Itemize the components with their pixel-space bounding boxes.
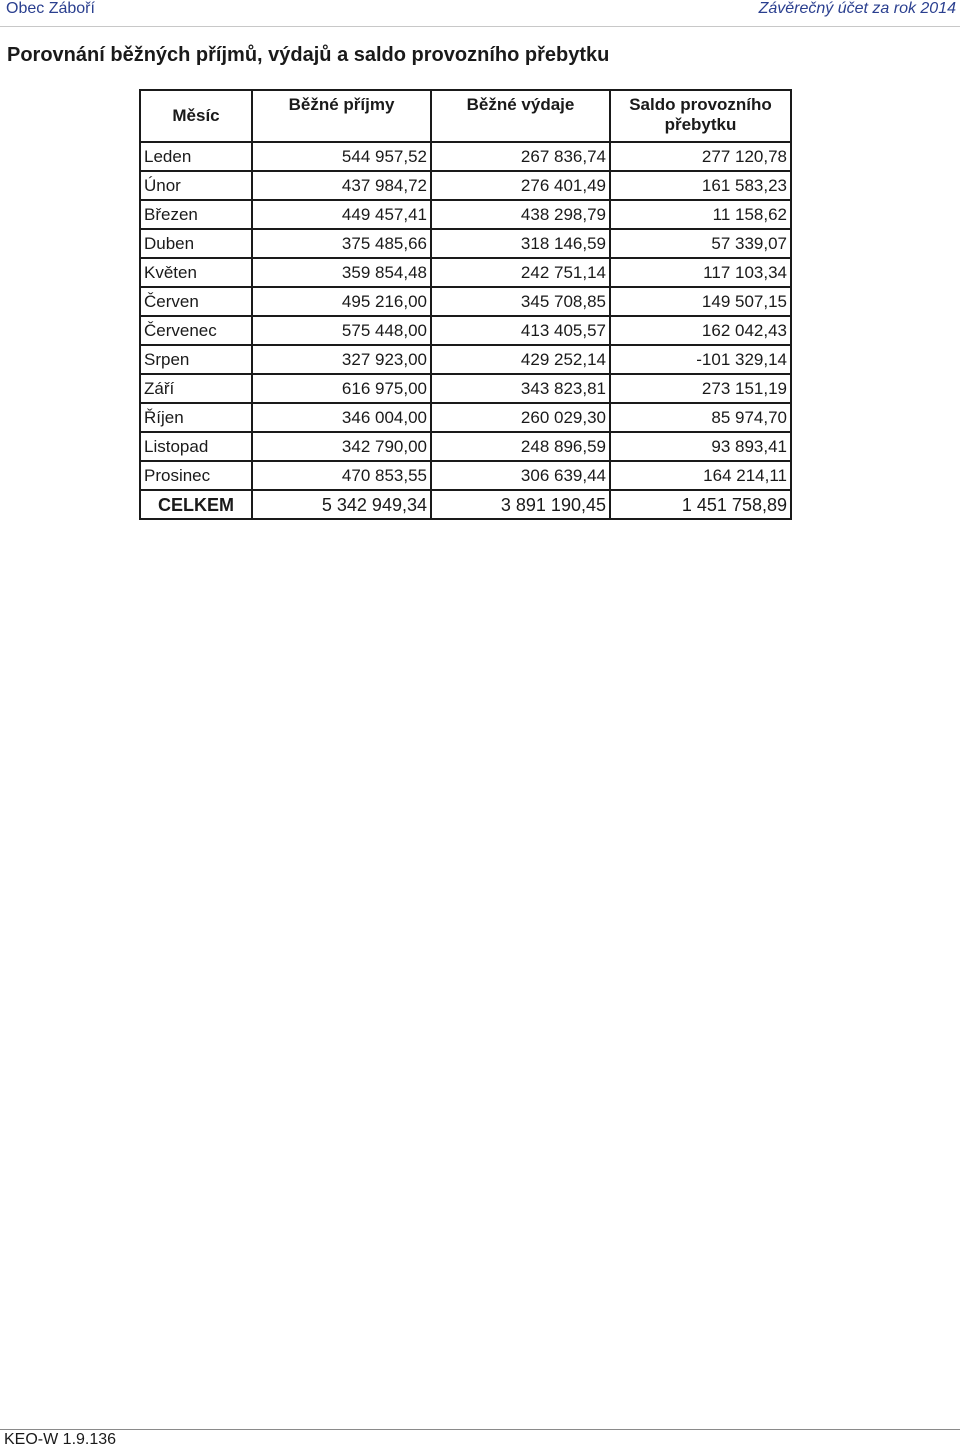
income-cell: 495 216,00 (252, 287, 431, 316)
table-row (140, 403, 791, 432)
month-cell: Říjen (140, 403, 252, 432)
table-row (140, 200, 791, 229)
balance-cell: -101 329,14 (610, 345, 791, 374)
income-cell: 375 485,66 (252, 229, 431, 258)
income-cell: 346 004,00 (252, 403, 431, 432)
month-cell: Únor (140, 171, 252, 200)
column-header-expense: Běžné výdaje (431, 90, 610, 142)
balance-cell: 162 042,43 (610, 316, 791, 345)
table-header-row (140, 90, 791, 142)
table-row (140, 374, 791, 403)
month-cell: Leden (140, 142, 252, 171)
municipality-name: Obec Záboří (6, 0, 95, 17)
table-row (140, 432, 791, 461)
income-cell: 342 790,00 (252, 432, 431, 461)
income-cell: 616 975,00 (252, 374, 431, 403)
month-cell: Prosinec (140, 461, 252, 490)
page-title: Porovnání běžných příjmů, výdajů a saldo provozního přebytku (7, 44, 610, 66)
expense-cell: 345 708,85 (431, 287, 610, 316)
income-cell: 359 854,48 (252, 258, 431, 287)
table-row (140, 229, 791, 258)
expense-cell: 276 401,49 (431, 171, 610, 200)
income-cell: 544 957,52 (252, 142, 431, 171)
expense-cell: 429 252,14 (431, 345, 610, 374)
month-cell: Červen (140, 287, 252, 316)
total-label: CELKEM (140, 490, 252, 519)
expense-cell: 318 146,59 (431, 229, 610, 258)
expense-cell: 248 896,59 (431, 432, 610, 461)
balance-cell: 273 151,19 (610, 374, 791, 403)
footer-divider (0, 1429, 960, 1430)
expense-cell: 413 405,57 (431, 316, 610, 345)
expense-cell: 306 639,44 (431, 461, 610, 490)
month-cell: Květen (140, 258, 252, 287)
income-cell: 437 984,72 (252, 171, 431, 200)
total-income-cell: 5 342 949,34 (252, 490, 431, 519)
software-version: KEO-W 1.9.136 (4, 1431, 117, 1448)
income-cell: 449 457,41 (252, 200, 431, 229)
comparison-table (139, 89, 792, 520)
table-row (140, 316, 791, 345)
month-cell: Srpen (140, 345, 252, 374)
table-row (140, 258, 791, 287)
expense-cell: 260 029,30 (431, 403, 610, 432)
balance-cell: 11 158,62 (610, 200, 791, 229)
column-header-income: Běžné příjmy (252, 90, 431, 142)
column-header-month: Měsíc (140, 90, 252, 142)
total-balance-cell: 1 451 758,89 (610, 490, 791, 519)
income-cell: 470 853,55 (252, 461, 431, 490)
table-row (140, 287, 791, 316)
table-row (140, 461, 791, 490)
balance-cell: 85 974,70 (610, 403, 791, 432)
month-cell: Duben (140, 229, 252, 258)
table-row (140, 345, 791, 374)
balance-cell: 161 583,23 (610, 171, 791, 200)
balance-cell: 57 339,07 (610, 229, 791, 258)
balance-cell: 164 214,11 (610, 461, 791, 490)
table-row (140, 171, 791, 200)
balance-cell: 117 103,34 (610, 258, 791, 287)
document-title: Závěrečný účet za rok 2014 (758, 0, 956, 17)
income-cell: 575 448,00 (252, 316, 431, 345)
total-expense-cell: 3 891 190,45 (431, 490, 610, 519)
page-header (0, 0, 960, 27)
income-cell: 327 923,00 (252, 345, 431, 374)
month-cell: Září (140, 374, 252, 403)
balance-cell: 93 893,41 (610, 432, 791, 461)
month-cell: Listopad (140, 432, 252, 461)
expense-cell: 438 298,79 (431, 200, 610, 229)
table-row (140, 142, 791, 171)
balance-cell: 277 120,78 (610, 142, 791, 171)
expense-cell: 267 836,74 (431, 142, 610, 171)
column-header-balance: Saldo provozního přebytku (610, 90, 791, 142)
expense-cell: 242 751,14 (431, 258, 610, 287)
month-cell: Březen (140, 200, 252, 229)
expense-cell: 343 823,81 (431, 374, 610, 403)
balance-cell: 149 507,15 (610, 287, 791, 316)
month-cell: Červenec (140, 316, 252, 345)
total-row (140, 490, 791, 519)
